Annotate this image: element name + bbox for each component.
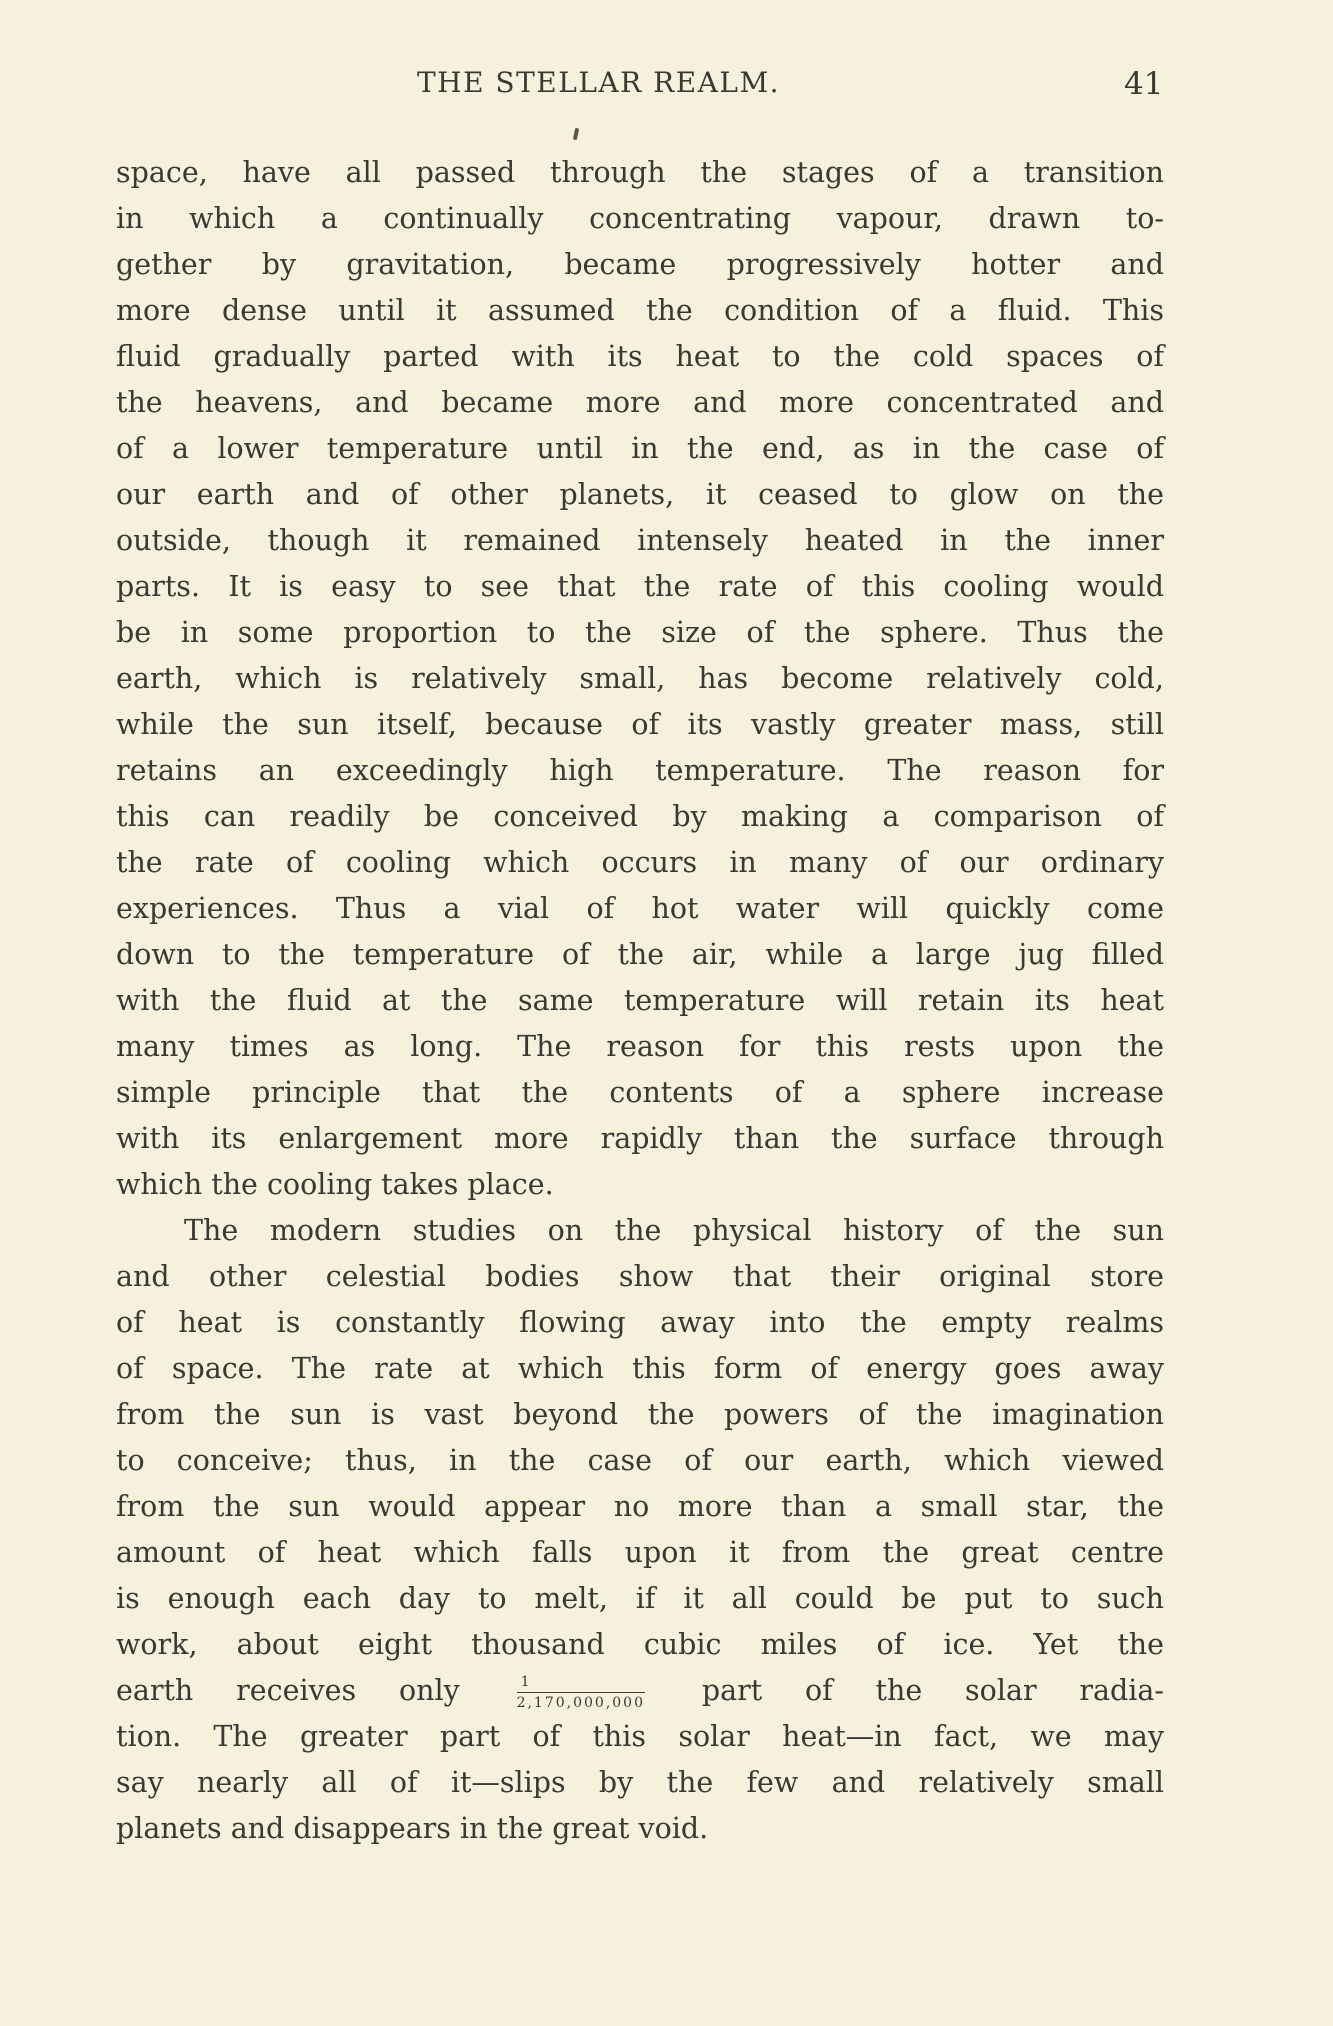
- ink-speck: [573, 128, 579, 141]
- text-line: The modern studies on the physical history of the sun: [184, 1214, 1164, 1247]
- text-line: the heavens, and became more and more concentrated and: [116, 386, 1164, 419]
- paragraph-2: [116, 1208, 1164, 1852]
- text-line: in which a continually concentrating vapour, drawn to-: [116, 202, 1164, 235]
- text-line: outside, though it remained intensely heated in the inner: [116, 524, 1164, 557]
- text-line: retains an exceedingly high temperature. The reason for: [116, 754, 1164, 787]
- text-line: planets and disappears in the great void.: [116, 1812, 709, 1845]
- text-line: gether by gravitation, became progressively hotter and: [116, 248, 1164, 281]
- text-line: more dense until it assumed the condition of a fluid. This: [116, 294, 1164, 327]
- text-line: of a lower temperature until in the end, as in the case of: [116, 432, 1164, 465]
- text-line: earth, which is relatively small, has become relatively cold,: [116, 662, 1164, 695]
- text-line: say nearly all of it—slips by the few and relatively small: [116, 1766, 1164, 1799]
- text-line: this can readily be conceived by making a comparison of: [116, 800, 1164, 833]
- text-line: while the sun itself, because of its vastly greater mass, still: [116, 708, 1164, 741]
- text-line: from the sun is vast beyond the powers of the imagination: [116, 1398, 1164, 1431]
- text-line: many times as long. The reason for this rests upon the: [116, 1030, 1164, 1063]
- text-line: simple principle that the contents of a sphere increase: [116, 1076, 1164, 1109]
- fraction-line-before: earth receives only: [116, 1674, 460, 1707]
- text-line: parts. It is easy to see that the rate of this cooling would: [116, 570, 1164, 603]
- fraction-denominator: 2,170,000,000: [516, 1695, 645, 1711]
- fraction-line-after: part of the solar radia-: [701, 1674, 1164, 1707]
- fraction-numerator: 1: [517, 1674, 645, 1693]
- text-line: tion. The greater part of this solar heat—in fact, we may: [116, 1720, 1164, 1753]
- text-line: the rate of cooling which occurs in many of our ordinary: [116, 846, 1164, 879]
- text-line-with-fraction: [116, 1668, 1164, 1714]
- text-line: amount of heat which falls upon it from the great centre: [116, 1536, 1164, 1569]
- text-line: is enough each day to melt, if it all could be put to such: [116, 1582, 1164, 1615]
- text-line: our earth and of other planets, it ceased to glow on the: [116, 478, 1164, 511]
- page-number: 41: [1124, 66, 1164, 102]
- text-line: to conceive; thus, in the case of our earth, which viewed: [116, 1444, 1164, 1477]
- fraction: [517, 1674, 645, 1711]
- text-line: be in some proportion to the size of the sphere. Thus the: [116, 616, 1164, 649]
- text-line: experiences. Thus a vial of hot water will quickly come: [116, 892, 1164, 925]
- text-line: with its enlargement more rapidly than the surface through: [116, 1122, 1164, 1155]
- paragraph-1: [116, 150, 1164, 1208]
- text-line: which the cooling takes place.: [116, 1168, 554, 1201]
- text-line: work, about eight thousand cubic miles of ice. Yet the: [116, 1628, 1164, 1661]
- text-line: down to the temperature of the air, while a large jug filled: [116, 938, 1164, 971]
- text-line: with the fluid at the same temperature will retain its heat: [116, 984, 1164, 1017]
- text-line: of space. The rate at which this form of energy goes away: [116, 1352, 1164, 1385]
- text-line: of heat is constantly flowing away into the empty realms: [116, 1306, 1164, 1339]
- body-text: [116, 150, 1164, 1852]
- text-line: and other celestial bodies show that their original store: [116, 1260, 1164, 1293]
- text-line: space, have all passed through the stages of a transition: [116, 156, 1164, 189]
- text-line: from the sun would appear no more than a small star, the: [116, 1490, 1164, 1523]
- running-head-title: THE STELLAR REALM.: [417, 66, 781, 99]
- text-line: fluid gradually parted with its heat to the cold spaces of: [116, 340, 1164, 373]
